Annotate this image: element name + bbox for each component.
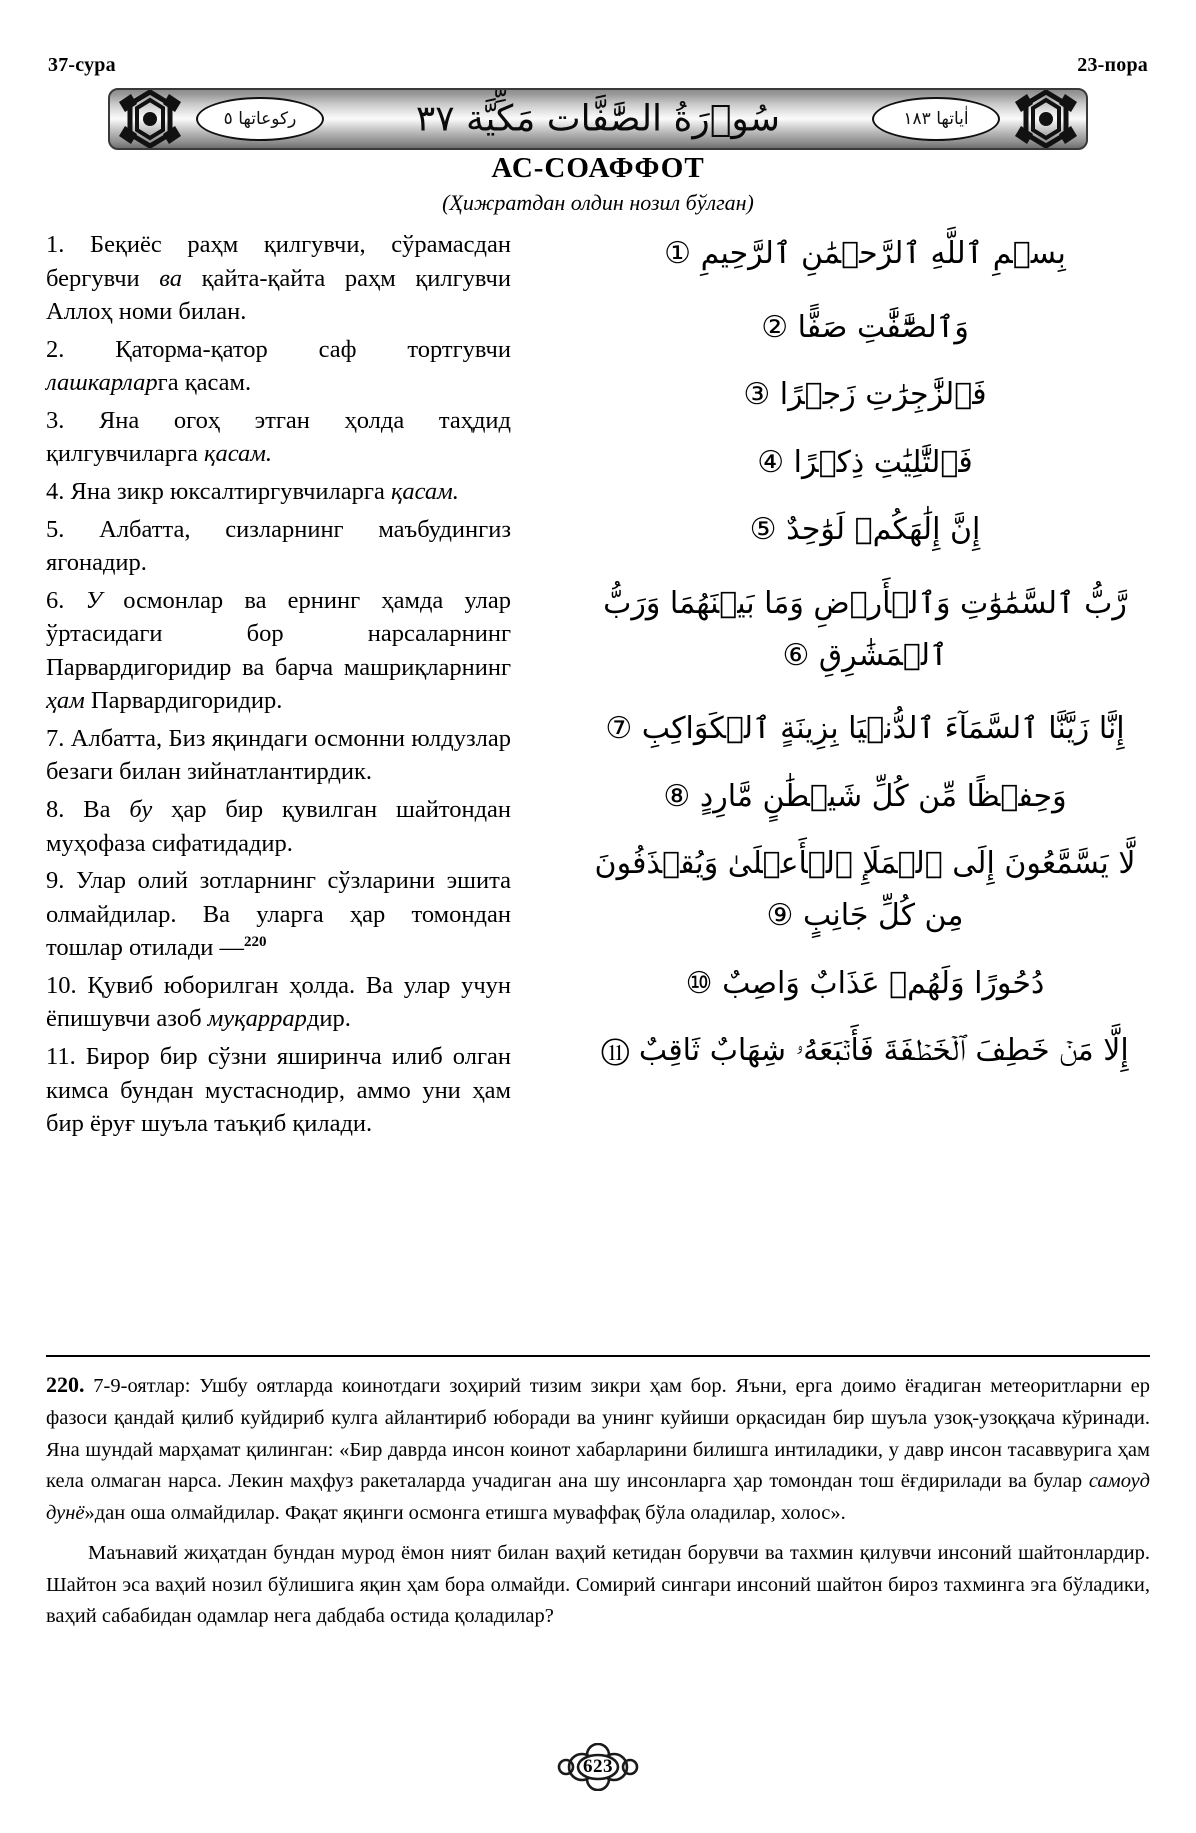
verse-number: 9. <box>46 867 77 895</box>
verse-text: Албатта, Биз яқиндаги осмонни юлдузлар безаги билан зийнатлантирдик. <box>46 724 512 786</box>
verse-translation <box>46 333 511 400</box>
ayah-arabic: دُحُورًا وَلَهُمۡ عَذَابٌ وَاصِبٌ ⑩ <box>685 965 1045 1001</box>
verse-emphasis: муқаррар <box>207 1005 307 1033</box>
footnote-text-tail: »дан оша олмайдилар. Фақат яқинги осмонга етишга муваффақ бўла оладилар, холос». <box>84 1502 846 1525</box>
ayah-arabic: فَٱلتَّٰلِيَٰتِ ذِكۡرًا ④ <box>757 444 973 480</box>
footnote-number: 220. <box>46 1372 85 1397</box>
verse-text: қайта-қайта раҳм қилгувчи Аллоҳ номи билан. <box>46 264 511 326</box>
verse-text: Улар олий зотларнинг сўзларини эшита олмайдилар. Ва уларга ҳар томондан тошлар отилади — <box>46 867 511 962</box>
ayah-arabic: وَحِفۡظًا مِّن كُلِّ شَيۡطَٰنٍ مَّارِدٍ ⑧ <box>663 778 1067 814</box>
footnote-divider <box>46 1355 1150 1357</box>
verse-emphasis: У <box>85 586 103 614</box>
verse-text: ҳар бир қувилган шайтондан муҳофаза сифатидадир. <box>46 796 512 857</box>
running-head-left: 37-сура <box>48 53 116 76</box>
surah-name: АС-СОАФФОТ <box>491 152 705 184</box>
verse-text: осмонлар ва ернинг ҳамда улар ўртасидаги бор нарсаларнинг Парвардигоридир ва барча машриқларнинг <box>46 586 512 681</box>
ayah-arabic: رَّبُّ ٱلسَّمَٰوَٰتِ وَٱلۡأَرۡضِ وَمَا بَيۡنَهُمَا وَرَبُّ ٱلۡمَشَٰرِقِ ⑥ <box>603 585 1127 673</box>
verse-translation <box>46 722 511 789</box>
footnote-reference[interactable]: 220 <box>244 934 267 951</box>
verse-text: Яна огоҳ этган ҳолда таҳдид қилгувчиларга <box>46 406 512 468</box>
rukus-count-badge: ركوعاتها ٥ <box>196 97 324 141</box>
verse-number: 2. <box>46 335 116 363</box>
verse-number: 10. <box>46 971 88 999</box>
surah-revelation-note: (Ҳижратдан олдин нозил бўлган) <box>442 190 754 215</box>
ayah-arabic: فَٱلزَّٰجِرَٰتِ زَجۡرًا ③ <box>743 377 987 413</box>
page-number-area <box>0 1743 1196 1791</box>
verse-text: га қасам. <box>157 369 252 397</box>
verse-text: Парвардигоридир. <box>84 687 283 715</box>
verse-emphasis: ҳам <box>46 687 85 715</box>
verse-emphasis: бу <box>129 796 153 823</box>
verse-text: Бирор бир сўзни яширинча илиб олган кимса бундан мустаснодир, аммо уни ҳам бир ёруғ шуъла таъқиб қилади. <box>46 1042 511 1138</box>
ayah-arabic: لَّا يَسَّمَّعُونَ إِلَى ٱلۡمَلَإِ ٱلۡأَعۡلَىٰ وَيُقۡذَفُونَ مِن كُلِّ جَانِبٍ ⑨ <box>594 846 1136 933</box>
verse-text: дир. <box>306 1005 351 1033</box>
verse-number: 8. <box>46 796 84 823</box>
verse-emphasis: қасам. <box>204 440 272 468</box>
ayah-arabic: إِنَّ إِلَٰهَكُمۡ لَوَٰحِدٌ ⑤ <box>749 512 981 548</box>
verse-translation <box>46 404 511 471</box>
ayah-arabic: إِلَّا مَنۡ خَطِفَ ٱلۡخَطۡفَةَ فَأَتۡبَعَهُۥ شِهَابٌ ثَاقِبٌ ⑪ <box>601 1033 1129 1069</box>
verse-translation <box>46 513 511 580</box>
verse-translation <box>46 475 511 509</box>
verse-translation <box>46 584 511 718</box>
verse-text: Яна зикр юксалтиргувчиларга <box>70 477 391 505</box>
translation-column <box>46 228 511 1145</box>
ayah-arabic: وَٱلصَّٰٓفَّٰتِ صَفًّا ② <box>761 309 969 345</box>
surah-arabic-title: سُوۡرَةُ الصَّٰفَّات مَكِّیَّة ٣٧ <box>415 98 781 140</box>
verse-number: 6. <box>46 586 86 614</box>
verse-emphasis: лашкарлар <box>46 369 158 397</box>
arabic-column <box>580 228 1150 1093</box>
ayah-count-badge: اٰیاتها ١٨٣ <box>872 97 1000 141</box>
footnote-text-lead: 7-9-оятлар: Ушбу оятларда коинотдаги зоҳирий тизим зикри ҳам бор. Яъни, ерга доимо ёғадиган метеоритларни ер фазоси қандай қилиб куйдириб кулга айлантириб юборади ва унинг куйиши орқасидан бир шуъла узоқ-узоққача кўринади. Яна шундай марҳамат қилинган: «Бир даврда инсон коинот хабарларини билишга интиладики, у давр инсон тасаввурига ҳам кела олмаган нарса. Лекин маҳфуз ракеталарда учадиган ана шу инсонларга ҳар томондан тош ёғдирилади ва булар <box>46 1375 1150 1493</box>
ayah-arabic: إِنَّا زَيَّنَّا ٱلسَّمَآءَ ٱلدُّنۡيَا بِزِينَةٍ ٱلۡكَوَاكِبِ ⑦ <box>605 711 1125 747</box>
running-head-right: 23-пора <box>1077 53 1148 76</box>
verse-emphasis: қасам. <box>390 477 459 505</box>
verse-emphasis: ва <box>159 264 182 292</box>
ornament-knot-right-icon <box>1008 90 1084 148</box>
footnote-paragraph-2: Маънавий жиҳатдан бундан мурод ёмон ният билан ваҳий кетидан борувчи ва тахмин қилувчи инсоний шайтонлардир. Шайтон эса ваҳий нозил бўлишига яқин ҳам бора олмайди. Сомирий сингари инсоний шайтон бироз тахминга эга бўладики, ваҳий сабабидан одамлар нега дабдаба остида қоладилар? <box>46 1541 1150 1628</box>
verse-text: Қувиб юборилган ҳолда. Ва улар учун ёпишувчи азоб <box>46 971 512 1033</box>
verse-number: 3. <box>46 406 99 434</box>
footnote-emphasis: самоуд дунё <box>46 1470 1150 1525</box>
verse-translation <box>46 228 511 329</box>
verse-number: 11. <box>46 1042 86 1070</box>
page-number-medallion-icon <box>552 1743 644 1791</box>
verse-number: 1. <box>46 231 91 258</box>
verse-translation <box>46 864 511 965</box>
footnote-paragraph-1 <box>46 1368 1150 1530</box>
verse-number: 5. <box>46 515 100 543</box>
surah-banner <box>108 88 1088 150</box>
ayah-arabic: بِسۡمِ ٱللَّهِ ٱلرَّحۡمَٰنِ ٱلرَّحِيمِ ① <box>664 236 1066 271</box>
page-number: 623 <box>583 1756 613 1777</box>
verse-number: 4. <box>46 477 71 505</box>
verse-number: 7. <box>46 724 71 752</box>
verse-text: Ва <box>83 796 130 823</box>
verse-translation <box>46 793 511 860</box>
verse-text: Беқиёс раҳм қилгувчи, сўрамасдан бергувчи <box>46 231 512 292</box>
ornament-knot-left-icon <box>112 90 188 148</box>
verse-text: Албатта, сизларнинг маъбудингиз ягонадир. <box>46 515 511 577</box>
body-columns <box>46 228 1150 1138</box>
running-head <box>48 52 1148 78</box>
footnote-block <box>46 1368 1150 1633</box>
verse-translation <box>46 969 511 1036</box>
verse-text: Қаторма-қатор саф тортгувчи <box>115 335 511 363</box>
verse-translation <box>46 1040 511 1141</box>
